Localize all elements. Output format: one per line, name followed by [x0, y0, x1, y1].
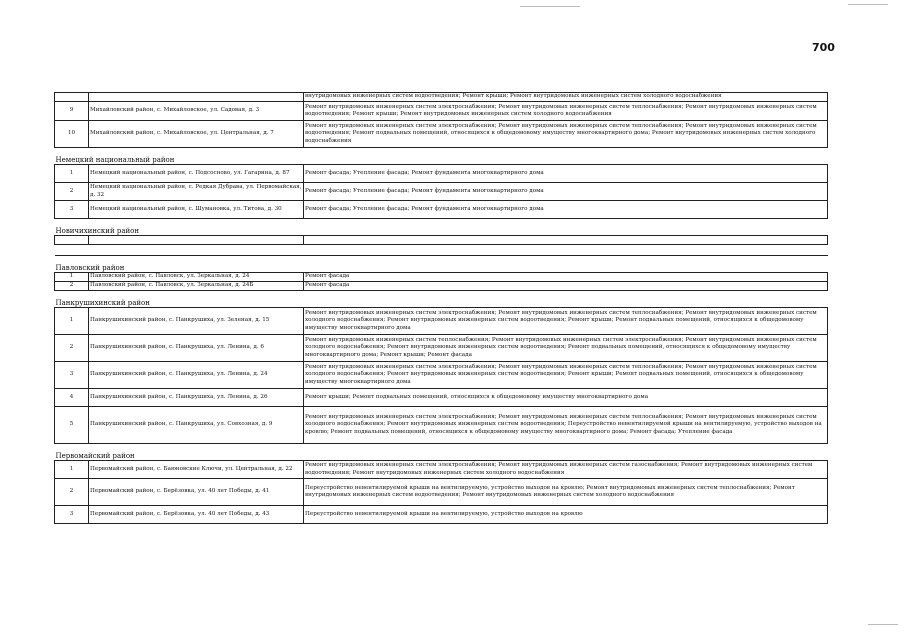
- row-address: Павловский район, с. Павловск, ул. Зеркальная, д. 24Б: [89, 282, 304, 291]
- row-address: Павловский район, с. Павловск, ул. Зеркальная, д. 24: [89, 273, 304, 282]
- section-title: Новичихинский район: [55, 219, 828, 236]
- row-works: Ремонт фасада; Утепление фасада; Ремонт фундамента многоквартирного дома: [304, 165, 828, 183]
- empty-cell: [304, 236, 828, 245]
- row-works: Ремонт внутридомовых инженерных систем электроснабжения; Ремонт внутридомовых инженерных систем теплоснабжения; Ремонт внутридомовых инженерных систем холодного водоснабжения; Ремонт внутридомовых инженерных систем водоотведения; Ремонт крыши; Ремонт подвальных помещений, относящихся к общедомовому имуществу многоквартирного дома: [304, 308, 828, 335]
- row-works: Ремонт фасада: [304, 282, 828, 291]
- table-row: [55, 389, 828, 407]
- row-number: 3: [55, 362, 89, 389]
- table-row-empty: [55, 236, 828, 245]
- row-address: Панкрушихинский район, с. Панкрушиха, ул. Совхозная, д. 9: [89, 407, 304, 444]
- row-number: 1: [55, 165, 89, 183]
- row-number: 2: [55, 335, 89, 362]
- table-row: [55, 407, 828, 444]
- row-works: Переустройство невентилируемой крыши на вентилируемую, устройство выходов на кровлю: [304, 506, 828, 524]
- table-row: [55, 335, 828, 362]
- row-number: 10: [55, 121, 89, 148]
- table-row: [55, 308, 828, 335]
- section-title: Первомайский район: [55, 444, 828, 461]
- row-works: Ремонт фасада: [304, 273, 828, 282]
- table-row: [55, 165, 828, 183]
- table-row: [55, 461, 828, 479]
- row-works: Переустройство невентилируемой крыши на вентилируемую, устройство выходов на кровлю; Ремонт внутридомовых инженерных систем теплоснабжения; Ремонт внутридомовых инженерных систем водоотведения; Ремонт внутридомовых инженерных систем холодного водоснабжения: [304, 479, 828, 506]
- page-number: 700: [812, 41, 835, 54]
- table-row: [55, 273, 828, 282]
- row-address: Немецкий национальный район, с. Подсосново, ул. Гагарина, д. 87: [89, 165, 304, 183]
- row-number: [55, 93, 89, 102]
- section-header: [55, 256, 828, 273]
- table-row: [55, 201, 828, 219]
- empty-cell: [89, 236, 304, 245]
- table-row: [55, 362, 828, 389]
- row-address: Первомайский район, с. Берёзовка, ул. 40 лет Победы, д. 41: [89, 479, 304, 506]
- table-row: [55, 282, 828, 291]
- row-address: Первомайский район, с. Баюновские Ключи, ул. Центральная, д. 22: [89, 461, 304, 479]
- row-number: 1: [55, 308, 89, 335]
- row-number: 5: [55, 407, 89, 444]
- row-works: Ремонт внутридомовых инженерных систем электроснабжения; Ремонт внутридомовых инженерных систем теплоснабжения; Ремонт внутридомовых инженерных систем холодного водоснабжения; Ремонт внутридомовых инженерных систем водоотведения; Ремонт крыши; Ремонт подвальных помещений, относящихся к общедомовому имуществу многоквартирного дома: [304, 362, 828, 389]
- scan-artifact: [868, 624, 898, 625]
- row-works: Ремонт внутридомовых инженерных систем теплоснабжения; Ремонт внутридомовых инженерных систем электроснабжения; Ремонт внутридомовых инженерных систем холодного водоснабжения; Ремонт внутридомовых инженерных систем водоотведения; Ремонт подвальных помещений, относящихся к общедомовому имуществу многоквартирного дома; Ремонт крыши; Ремонт фасада: [304, 335, 828, 362]
- row-address: Первомайский район, с. Берёзовка, ул. 40 лет Победы, д. 43: [89, 506, 304, 524]
- row-address: Немецкий национальный район, с. Шумановка, ул. Титова, д. 30: [89, 201, 304, 219]
- empty-cell: [55, 236, 89, 245]
- row-number: 2: [55, 183, 89, 201]
- row-works: Ремонт крыши; Ремонт подвальных помещений, относящихся к общедомовому имуществу многоквартирного дома: [304, 389, 828, 407]
- row-number: 4: [55, 389, 89, 407]
- row-address: [89, 93, 304, 102]
- scan-artifact: [848, 4, 888, 5]
- row-address: Панкрушихинский район, с. Панкрушиха, ул. Ленина, д. 26: [89, 389, 304, 407]
- row-number: 9: [55, 102, 89, 121]
- row-works: Ремонт внутридомовых инженерных систем электроснабжения; Ремонт внутридомовых инженерных систем теплоснабжения; Ремонт внутридомовых инженерных систем водоотведения; Ремонт подвальных помещений, относящихся к общедомовому имуществу многоквартирного дома; Ремонт внутридомовых инженерных систем холодного водоснабжения: [304, 121, 828, 148]
- table-row: [55, 93, 828, 102]
- row-works: Ремонт фасада; Утепление фасада; Ремонт фундамента многоквартирного дома: [304, 201, 828, 219]
- section-title: Немецкий национальный район: [55, 148, 828, 165]
- row-address: Панкрушихинский район, с. Панкрушиха, ул. Ленина, д. 6: [89, 335, 304, 362]
- repair-works-table: [54, 92, 828, 524]
- row-works: Ремонт фасада; Утепление фасада; Ремонт фундамента многоквартирного дома: [304, 183, 828, 201]
- row-address: Панкрушихинский район, с. Панкрушиха, ул. Зеленая, д. 15: [89, 308, 304, 335]
- row-number: 3: [55, 506, 89, 524]
- section-title: Павловский район: [55, 256, 828, 273]
- row-address: Немецкий национальный район, с. Редкая Дубрава, ул. Первомайская, д. 32: [89, 183, 304, 201]
- section-header: [55, 148, 828, 165]
- scan-artifact: [520, 6, 580, 7]
- row-number: 1: [55, 273, 89, 282]
- row-works: Ремонт внутридомовых инженерных систем электроснабжения; Ремонт внутридомовых инженерных систем теплоснабжения; Ремонт внутридомовых инженерных систем водоотведения; Ремонт крыши; Ремонт внутридомовых инженерных систем холодного водоснабжения: [304, 102, 828, 121]
- row-address: Михайловский район, с. Михайловское, ул. Центральная, д. 7: [89, 121, 304, 148]
- section-header: [55, 291, 828, 308]
- row-works: Ремонт внутридомовых инженерных систем электроснабжения; Ремонт внутридомовых инженерных систем теплоснабжения; Ремонт внутридомовых инженерных систем холодного водоснабжения; Ремонт внутридомовых инженерных систем водоотведения; Переустройство невентилируемой крыши на вентилируемую, устройство выходов на кровлю; Ремонт подвальных помещений, относящихся к общедомовому имуществу многоквартирного дома; Ремонт фасада; Утепление фасада: [304, 407, 828, 444]
- table-row: [55, 121, 828, 148]
- row-number: 2: [55, 479, 89, 506]
- table-row: [55, 102, 828, 121]
- table-row: [55, 479, 828, 506]
- row-works: Ремонт внутридомовых инженерных систем электроснабжения; Ремонт внутридомовых инженерных систем газоснабжения; Ремонт внутридомовых инженерных систем водоотведения; Ремонт внутридомовых инженерных систем холодного водоснабжения: [304, 461, 828, 479]
- document-table-container: [54, 92, 827, 524]
- row-works: внутридомовых инженерных систем водоотведения; Ремонт крыши; Ремонт внутридомовых инженерных систем холодного водоснабжения: [304, 93, 828, 102]
- section-title: Панкрушихинский район: [55, 291, 828, 308]
- table-row: [55, 183, 828, 201]
- row-number: 1: [55, 461, 89, 479]
- section-header: [55, 444, 828, 461]
- row-address: Михайловский район, с. Михайловское, ул. Садовая, д. 3: [89, 102, 304, 121]
- table-row: [55, 506, 828, 524]
- row-address: Панкрушихинский район, с. Панкрушиха, ул. Ленина, д. 24: [89, 362, 304, 389]
- row-number: 2: [55, 282, 89, 291]
- section-header: [55, 219, 828, 236]
- row-number: 3: [55, 201, 89, 219]
- section-spacer: [55, 245, 828, 256]
